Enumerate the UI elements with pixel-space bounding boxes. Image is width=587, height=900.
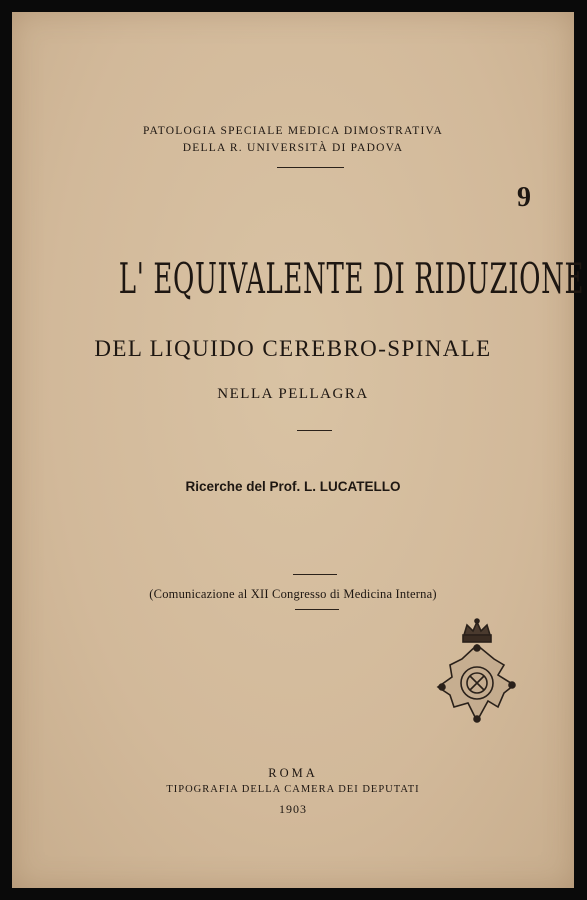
main-title: L' EQUIVALENTE DI RIDUZIONE xyxy=(118,254,585,303)
divider-rule xyxy=(293,574,337,575)
divider-rule xyxy=(297,430,332,431)
library-stamp-icon xyxy=(432,615,522,737)
communication-note: (Comunicazione al XII Congresso di Medicina Interna) xyxy=(149,587,437,601)
imprint-city: ROMA xyxy=(268,766,318,780)
subtitle-line-1: DEL LIQUIDO CEREBRO-SPINALE xyxy=(94,336,492,361)
institution-line-2: DELLA R. UNIVERSITÀ DI PADOVA xyxy=(182,142,404,154)
volume-number: 9 xyxy=(517,182,531,213)
document-page xyxy=(12,12,585,888)
imprint-printer: TIPOGRAFIA DELLA CAMERA DEI DEPUTATI xyxy=(166,784,420,795)
imprint-year: 1903 xyxy=(279,802,307,816)
institution-line-1: PATOLOGIA SPECIALE MEDICA DIMOSTRATIVA xyxy=(142,125,443,137)
divider-rule xyxy=(277,167,344,168)
subtitle-line-2: NELLA PELLAGRA xyxy=(217,386,369,402)
author-line: Ricerche del Prof. L. LUCATELLO xyxy=(185,479,401,494)
divider-rule xyxy=(295,609,339,610)
